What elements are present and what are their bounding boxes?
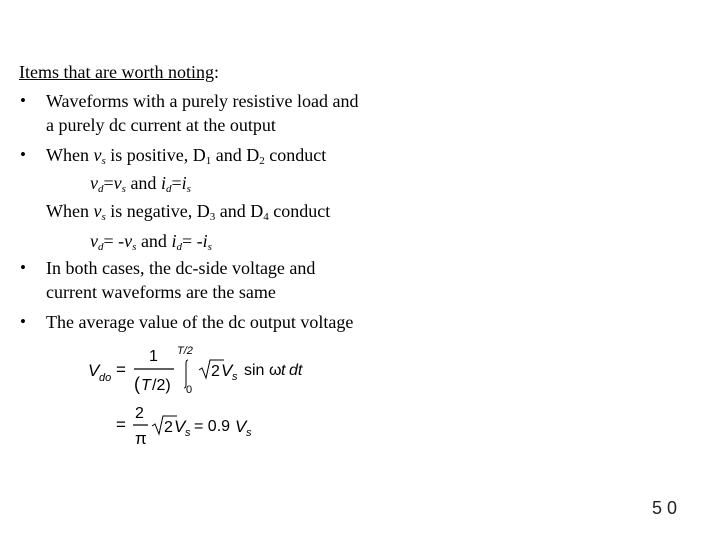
bullet-2-line-3: When $v_s$ is negative, $D_3$ and $D_4$ conduct	[46, 201, 331, 223]
half-close: /2)	[152, 377, 171, 394]
bullet-marker: •	[20, 312, 26, 331]
bullet-3-line-1: In both cases, the dc-side voltage and	[46, 258, 316, 278]
sqrt-two: 2	[164, 419, 173, 436]
bullet-1-line-2: a purely dc current at the output	[46, 115, 276, 135]
t-variable: t	[281, 362, 286, 379]
lower-limit: 0	[186, 384, 193, 396]
heading-text: Items that are worth noting	[19, 62, 214, 82]
heading-colon: :	[213, 62, 219, 82]
bullet-1-line-1: Waveforms with a purely resistive load and	[46, 91, 359, 111]
numerator-two: 2	[135, 405, 144, 422]
average-voltage-formula	[80, 338, 330, 456]
v-symbol: V	[88, 361, 100, 380]
dt-text: dt	[289, 362, 303, 379]
equals-sign: =	[116, 360, 126, 379]
vs-subscript: s	[246, 427, 252, 439]
positive-case-equation: $v_d=v_s$ and $i_d=i_s$	[90, 173, 191, 195]
vs-subscript: s	[232, 371, 238, 383]
vs-symbol: V	[174, 417, 186, 436]
slide-heading	[19, 60, 219, 84]
pi-symbol: π	[135, 429, 147, 448]
vs-subscript: s	[185, 427, 191, 439]
equals-sign: =	[116, 415, 126, 434]
numerator-one: 1	[149, 348, 158, 365]
result-value: = 0.9	[194, 418, 231, 435]
open-paren: (	[134, 374, 140, 394]
negative-case-equation: $v_d= -v_s$ and $i_d= -i_s$	[90, 231, 212, 253]
sqrt-two: 2	[211, 363, 220, 380]
vs-symbol: V	[235, 417, 247, 436]
omega-symbol: ω	[269, 362, 282, 379]
page-number: 5 0	[652, 498, 678, 518]
do-subscript: do	[99, 372, 112, 384]
bullet-4-line-1: The average value of the dc output voltage	[46, 312, 354, 332]
bullet-marker: •	[20, 145, 26, 164]
bullet-marker: •	[20, 258, 26, 277]
upper-limit: T/2	[177, 345, 193, 357]
bullet-3-line-2: current waveforms are the same	[46, 282, 276, 302]
vs-symbol: V	[221, 361, 233, 380]
bullet-marker: •	[20, 91, 26, 110]
sin-text: sin	[244, 362, 265, 379]
t-symbol: T	[141, 377, 151, 394]
bullet-2-line-1: When $v_s$ is positive, $D_1$ and $D_2$ conduct	[46, 145, 327, 167]
